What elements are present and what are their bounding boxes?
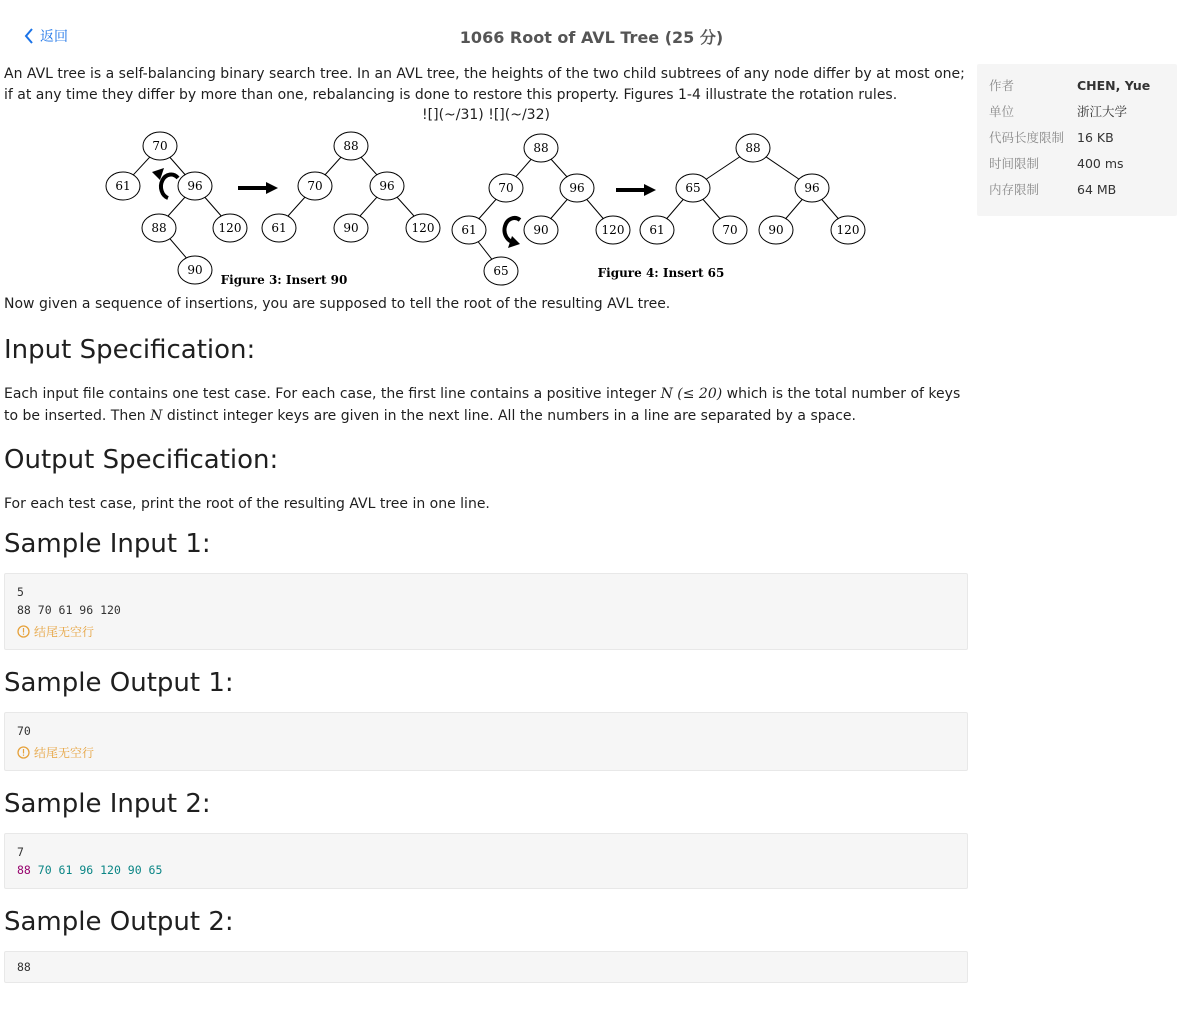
fig4b-node: 70 xyxy=(722,223,738,237)
fig3b-node: 120 xyxy=(411,221,435,235)
meta-memory-limit: 内存限制 64 MB xyxy=(989,181,1117,197)
fig4b-node: 90 xyxy=(768,223,784,237)
sample-output-2[interactable] xyxy=(4,951,968,983)
sample-input-1-heading: Sample Input 1: xyxy=(4,529,211,559)
right-arrow-icon xyxy=(238,182,278,194)
problem-meta-panel xyxy=(977,64,1177,216)
sample-input-2-token: 88 xyxy=(17,863,31,877)
fig3b-node: 88 xyxy=(343,139,359,153)
rotate-left-icon xyxy=(152,168,178,198)
warning-icon xyxy=(17,625,30,638)
input-spec-text: Each input file contains one test case. For each case, the first line contains a positive integer N (≤ 20) which is the total number of keys to be inserted. Then N distinct integer keys are given in the next line. All the numbers in a line are separated by a space. xyxy=(4,386,961,424)
output-spec-text: For each test case, print the root of the resulting AVL tree in one line. xyxy=(4,496,490,512)
fig3b-node: 90 xyxy=(343,221,359,235)
figure-alt-text: ![](~/31) ![](~/32) xyxy=(422,107,550,123)
problem-content xyxy=(4,64,968,983)
sample-input-2-token: 70 61 96 120 90 65 xyxy=(30,863,163,877)
fig4a-node: 120 xyxy=(601,223,625,237)
fig4a-node: 88 xyxy=(533,141,549,155)
fig4b-node: 120 xyxy=(836,223,860,237)
fig4a-node: 70 xyxy=(498,181,514,195)
fig4b-node: 96 xyxy=(804,181,820,195)
sample-output-2-line: 88 xyxy=(17,960,31,974)
fig3a-node: 120 xyxy=(218,221,242,235)
fig4a-node: 65 xyxy=(493,264,509,278)
fig3b-node: 96 xyxy=(379,179,395,193)
fig3a-node: 88 xyxy=(151,221,167,235)
no-trailing-newline-warning: 结尾无空行 xyxy=(17,744,955,761)
avl-rotation-figure xyxy=(94,124,894,300)
fig4a-node: 90 xyxy=(533,223,549,237)
problem-description: An AVL tree is a self-balancing binary search tree. In an AVL tree, the heights of the two child subtrees of any node differ by at most one; if at any time they differ by more than one, rebalancing is done to restore this property. Figures 1-4 illustrate the rotation rules. xyxy=(4,66,965,103)
sample-input-2-line: 7 xyxy=(17,845,24,859)
sample-input-1-line: 5 xyxy=(17,585,24,599)
sample-output-2-heading: Sample Output 2: xyxy=(4,907,234,937)
output-spec-heading: Output Specification: xyxy=(4,445,279,475)
meta-author: 作者 CHEN, Yue xyxy=(989,77,1151,93)
sample-input-1-line: 88 70 61 96 120 xyxy=(17,603,121,617)
fig3b-node: 70 xyxy=(307,179,323,193)
fig4a-node: 96 xyxy=(569,181,585,195)
back-label: 返回 xyxy=(40,29,68,45)
sample-input-2-heading: Sample Input 2: xyxy=(4,789,211,819)
meta-time-limit: 时间限制 400 ms xyxy=(989,155,1124,171)
sample-input-2[interactable] xyxy=(4,833,968,889)
figure4-caption: Figure 4: Insert 65 xyxy=(597,266,725,280)
figure3-caption: Figure 3: Insert 90 xyxy=(220,273,348,287)
header xyxy=(0,22,1183,52)
sample-output-1[interactable] xyxy=(4,712,968,771)
fig4a-node: 61 xyxy=(461,223,477,237)
fig3b-node: 61 xyxy=(271,221,287,235)
input-spec-heading: Input Specification: xyxy=(4,335,256,365)
no-trailing-newline-warning: 结尾无空行 xyxy=(17,623,955,640)
warning-icon xyxy=(17,746,30,759)
meta-unit: 单位 浙江大学 xyxy=(989,104,1128,119)
sample-output-1-line: 70 xyxy=(17,724,31,738)
fig3a-node: 70 xyxy=(152,139,168,153)
fig3a-node: 90 xyxy=(187,263,203,277)
fig4b-node: 88 xyxy=(745,141,761,155)
fig3a-node: 96 xyxy=(187,179,203,193)
rotate-right-icon xyxy=(504,218,520,248)
fig3a-node: 61 xyxy=(115,179,131,193)
page-title: 1066 Root of AVL Tree (25 分) xyxy=(459,28,724,47)
meta-code-limit: 代码长度限制 16 KB xyxy=(989,129,1114,145)
fig4b-node: 65 xyxy=(685,181,701,195)
fig4b-node: 61 xyxy=(649,223,665,237)
right-arrow-icon xyxy=(616,184,656,196)
problem-intro: Now given a sequence of insertions, you are supposed to tell the root of the resulting AVL tree. xyxy=(4,296,671,312)
sample-input-1[interactable] xyxy=(4,573,968,650)
sample-output-1-heading: Sample Output 1: xyxy=(4,668,234,698)
